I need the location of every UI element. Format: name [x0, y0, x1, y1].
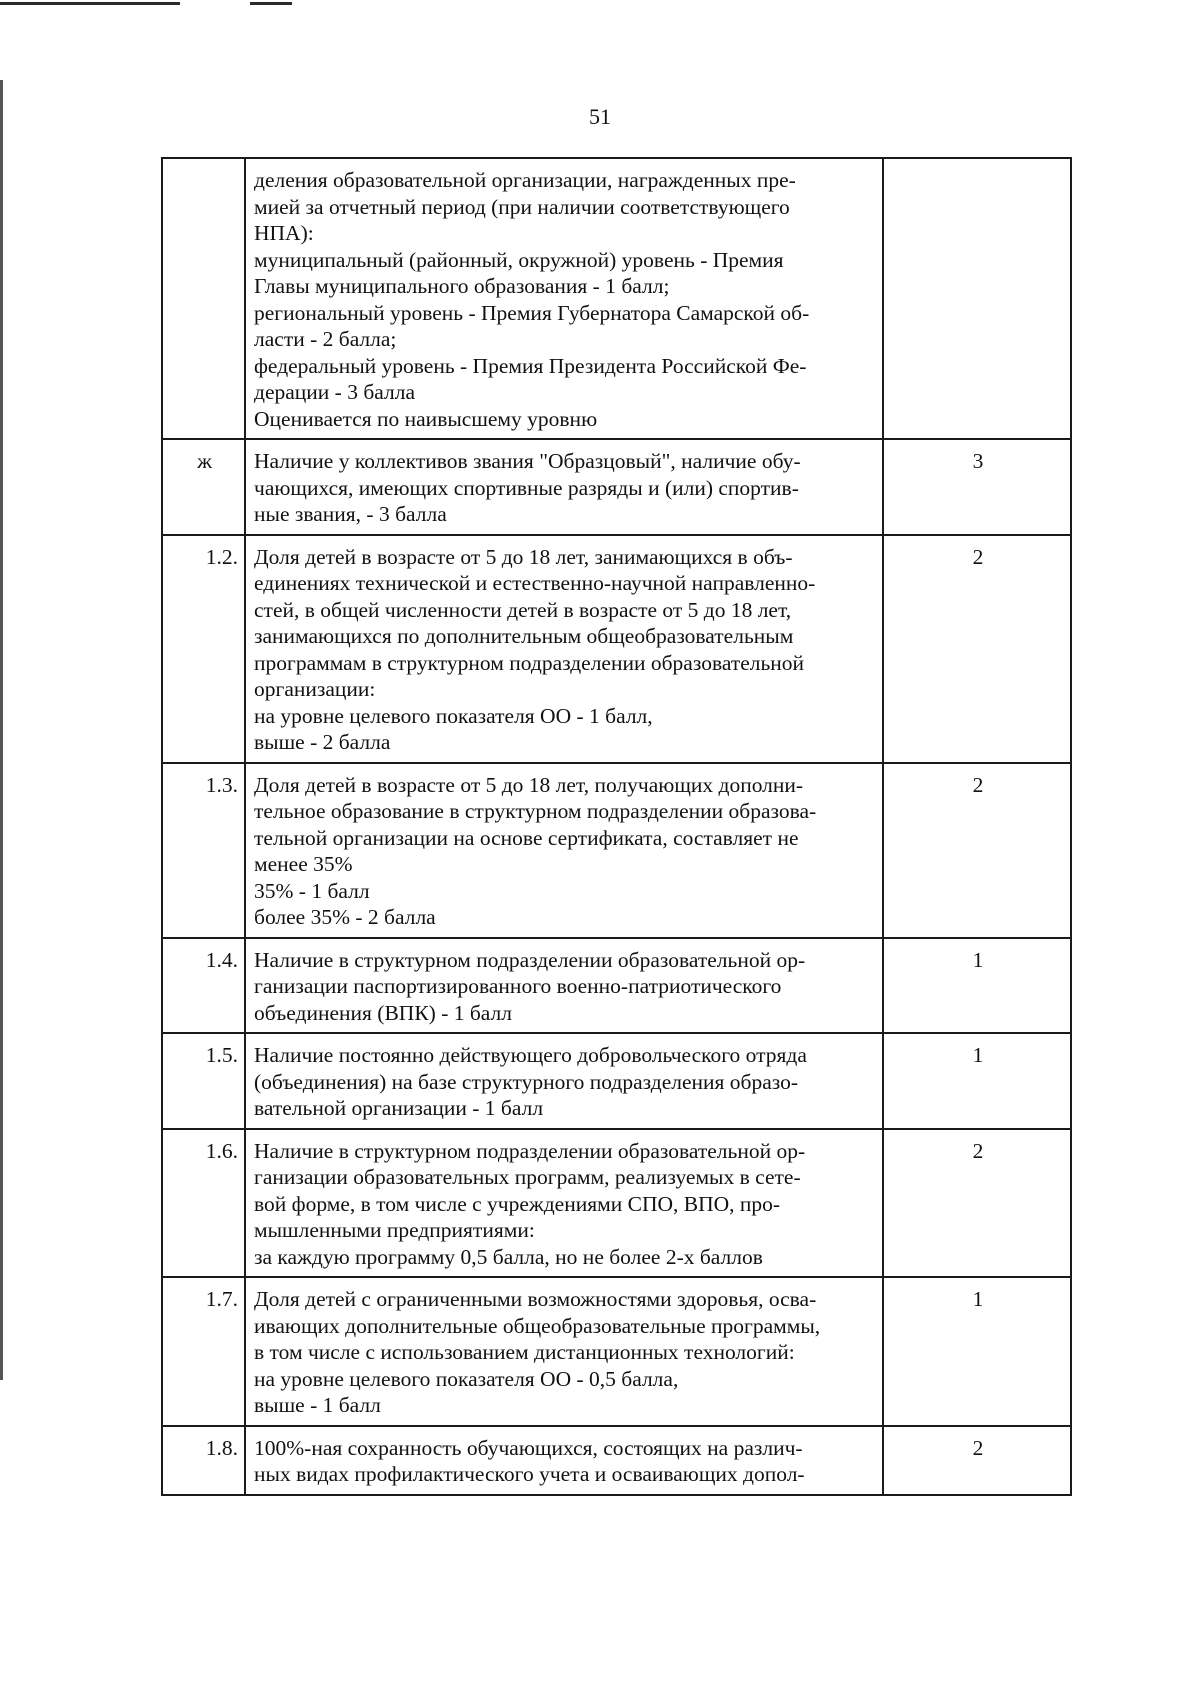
row-number: 1.4.: [162, 938, 245, 1034]
table-row: [162, 1426, 1071, 1495]
text-line: 100%-ная сохранность обучающихся, состоящих на различ-: [254, 1435, 803, 1460]
row-score: [883, 158, 1071, 439]
text-line: тельной организации на основе сертификата, составляет не: [254, 825, 799, 850]
table-row: [162, 1129, 1071, 1278]
text-line: программам в структурном подразделении образовательной: [254, 650, 805, 675]
text-line: Наличие в структурном подразделении образовательной ор-: [254, 1138, 806, 1163]
table-row: [162, 763, 1071, 938]
row-score: 2: [883, 1129, 1071, 1278]
text-line: на уровне целевого показателя ОО - 0,5 балла,: [254, 1366, 679, 1391]
table-row: [162, 938, 1071, 1034]
table-row: [162, 1277, 1071, 1426]
text-line: муниципальный (районный, окружной) уровень - Премия: [254, 247, 784, 272]
text-line: Доля детей в возрасте от 5 до 18 лет, получающих дополни-: [254, 772, 804, 797]
text-line: ных видах профилактического учета и осваивающих допол-: [254, 1462, 805, 1486]
text-line: ганизации паспортизированного военно-патриотического: [254, 974, 782, 998]
row-description: [245, 535, 883, 763]
text-line: Наличие у коллективов звания "Образцовый", наличие обу-: [254, 449, 801, 473]
text-line: региональный уровень - Премия Губернатора Самарской об-: [254, 300, 810, 325]
text-line: выше - 2 балла: [254, 730, 391, 754]
text-line: организации:: [254, 677, 376, 701]
text-line: Наличие постоянно действующего добровольческого отряда: [254, 1043, 807, 1067]
table-row: [162, 158, 1071, 439]
row-description: [245, 1129, 883, 1278]
text-line: занимающихся по дополнительным общеобразовательным: [254, 624, 794, 648]
row-number: 1.3.: [162, 763, 245, 938]
row-number: 1.8.: [162, 1426, 245, 1495]
text-line: вой форме, в том числе с учреждениями СПО, ВПО, про-: [254, 1191, 781, 1216]
text-line: чающихся, имеющих спортивные разряды и (или) спортив-: [254, 475, 799, 500]
table-row: [162, 1033, 1071, 1129]
row-number: [162, 158, 245, 439]
text-line: ивающих дополнительные общеобразовательные программы,: [254, 1313, 821, 1338]
row-score: 2: [883, 763, 1071, 938]
text-line: федеральный уровень - Премия Президента Российской Фе-: [254, 353, 807, 378]
row-score: 1: [883, 1277, 1071, 1426]
row-score: 2: [883, 1426, 1071, 1495]
row-description: [245, 439, 883, 535]
text-line: стей, в общей численности детей в возрасте от 5 до 18 лет,: [254, 597, 792, 622]
row-description: [245, 763, 883, 938]
text-line: ласти - 2 балла;: [254, 327, 397, 351]
text-line: ганизации образовательных программ, реализуемых в сете-: [254, 1165, 801, 1189]
text-line: выше - 1 балл: [254, 1393, 381, 1417]
text-line: деления образовательной организации, награжденных пре-: [254, 168, 796, 192]
text-line: единениях технической и естественно-научной направленно-: [254, 571, 816, 595]
text-line: Главы муниципального образования - 1 балл;: [254, 274, 670, 298]
text-line: мией за отчетный период (при наличии соответствующего: [254, 194, 790, 219]
row-description: [245, 1426, 883, 1495]
row-score: 1: [883, 938, 1071, 1034]
text-line: на уровне целевого показателя ОО - 1 балл,: [254, 703, 653, 728]
page-number: 51: [589, 104, 611, 129]
scan-artifact-top: [0, 2, 180, 5]
row-description: [245, 158, 883, 439]
row-score: 2: [883, 535, 1071, 763]
text-line: Доля детей с ограниченными возможностями здоровья, осва-: [254, 1287, 817, 1311]
table-row: [162, 535, 1071, 763]
text-line: менее 35%: [254, 852, 353, 876]
scan-artifact-top-short: [250, 2, 292, 5]
text-line: объединения (ВПК) - 1 балл: [254, 1000, 512, 1025]
text-line: ные звания, - 3 балла: [254, 502, 447, 526]
scan-artifact-left-edge: [0, 80, 3, 1380]
row-number: 1.6.: [162, 1129, 245, 1278]
text-line: НПА):: [254, 221, 314, 245]
text-line: мышленными предприятиями:: [254, 1218, 535, 1242]
text-line: в том числе с использованием дистанционных технологий:: [254, 1340, 795, 1364]
text-line: вательной организации - 1 балл: [254, 1096, 544, 1120]
text-line: Доля детей в возрасте от 5 до 18 лет, занимающихся в объ-: [254, 544, 793, 569]
text-line: более 35% - 2 балла: [254, 905, 436, 929]
row-number: ж: [162, 439, 245, 535]
row-number: 1.7.: [162, 1277, 245, 1426]
row-description: [245, 1277, 883, 1426]
text-line: Оценивается по наивысшему уровню: [254, 406, 598, 431]
row-description: [245, 1033, 883, 1129]
text-line: 35% - 1 балл: [254, 878, 370, 903]
table-row: [162, 439, 1071, 535]
text-line: тельное образование в структурном подразделении образова-: [254, 799, 817, 823]
text-line: Наличие в структурном подразделении образовательной ор-: [254, 947, 806, 972]
row-description: [245, 938, 883, 1034]
criteria-table: [161, 157, 1072, 1496]
row-number: 1.2.: [162, 535, 245, 763]
text-line: дерации - 3 балла: [254, 380, 415, 404]
row-score: 3: [883, 439, 1071, 535]
text-line: (объединения) на базе структурного подразделения образо-: [254, 1069, 799, 1094]
text-line: за каждую программу 0,5 балла, но не более 2-х баллов: [254, 1244, 763, 1269]
row-score: 1: [883, 1033, 1071, 1129]
row-number: 1.5.: [162, 1033, 245, 1129]
